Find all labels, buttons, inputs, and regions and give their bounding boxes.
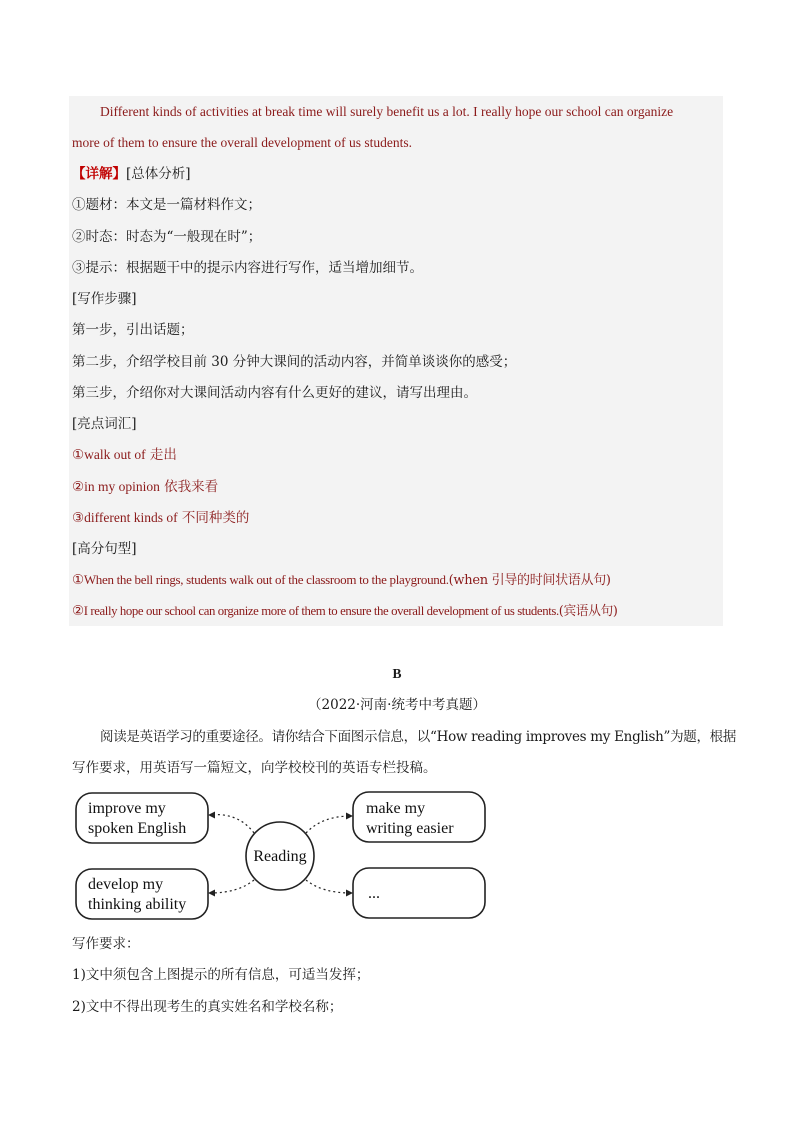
tl-line-1: improve my <box>88 800 166 817</box>
requirement-2: 2)文中不得出现考生的真实姓名和学校名称； <box>72 999 343 1015</box>
detail-tag: 【详解】 <box>72 166 126 182</box>
analysis-item-3: ③提示：根据题干中的提示内容进行写作，适当增加细节。 <box>72 260 423 276</box>
vocab-item-1: ①walk out of 走出 <box>72 447 177 463</box>
sentence-item-1: ①When the bell rings, students walk out of the classroom to the playground.(when 引导的时间状语从句) <box>72 572 611 588</box>
requirements-heading: 写作要求： <box>72 936 140 952</box>
writing-step-1: 第一步，引出话题； <box>72 322 194 338</box>
sentence-item-2: ②I really hope our school can organize more of them to ensure the overall development of us students.(宾语从句) <box>72 603 618 619</box>
connector-tr <box>306 816 351 833</box>
center-label: Reading <box>253 848 307 865</box>
writing-steps-label: [写作步骤] <box>72 291 137 307</box>
tl-line-2: spoken English <box>88 820 187 837</box>
analysis-item-1: ①题材：本文是一篇材料作文； <box>72 197 261 213</box>
answer-paragraph-line-1: Different kinds of activities at break time will surely benefit us a lot. I really hope our school can organize <box>100 104 674 119</box>
overall-analysis-label: [总体分析] <box>126 166 191 182</box>
tr-line-2: writing easier <box>366 820 454 837</box>
writing-step-3: 第三步，介绍你对大课间活动内容有什么更好的建议，请写出理由。 <box>72 385 477 401</box>
prompt-line-2: 写作要求，用英语写一篇短文，向学校校刊的英语专栏投稿。 <box>72 760 437 776</box>
high-score-sentence-label: [高分句型] <box>72 541 137 557</box>
writing-step-2: 第二步，介绍学校目前 30 分钟大课间的活动内容，并简单谈谈你的感受； <box>72 354 517 370</box>
bl-line-2: thinking ability <box>88 896 187 913</box>
analysis-item-2: ②时态：时态为“一般现在时”； <box>72 229 262 245</box>
requirement-1: 1)文中须包含上图提示的所有信息，可适当发挥； <box>72 967 370 983</box>
connector-br <box>306 880 351 893</box>
section-source: （2022·河南·统考中考真题） <box>308 697 486 713</box>
tr-line-1: make my <box>366 800 426 817</box>
br-text: ... <box>368 885 380 902</box>
connector-bl <box>210 880 254 893</box>
vocab-item-3: ③different kinds of 不同种类的 <box>72 510 250 526</box>
connector-tl <box>210 815 254 833</box>
vocab-item-2: ②in my opinion 依我来看 <box>72 479 219 495</box>
prompt-line-1: 阅读是英语学习的重要途径。请你结合下面图示信息，以“How reading improves my English”为题，根据 <box>100 729 737 745</box>
bl-line-1: develop my <box>88 876 164 893</box>
highlight-vocab-label: [亮点词汇] <box>72 416 137 432</box>
answer-paragraph-line-2: more of them to ensure the overall development of us students. <box>72 135 413 150</box>
section-letter: B <box>392 666 402 681</box>
